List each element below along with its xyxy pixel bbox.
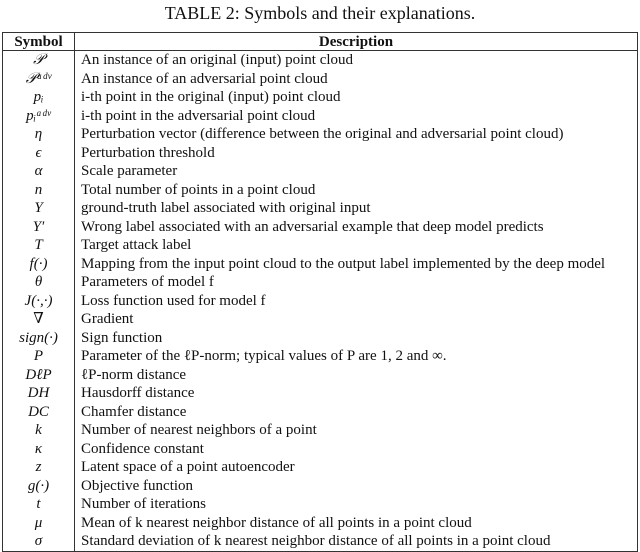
symbol-cell: ϵ (3, 144, 75, 163)
symbol-cell: pᵢ (3, 88, 75, 107)
symbol-cell: DC (3, 403, 75, 422)
table-row (3, 495, 638, 514)
table-row (3, 51, 638, 70)
symbol-cell: η (3, 125, 75, 144)
description-cell: Gradient (81, 311, 134, 328)
symbol-cell: Y (3, 199, 75, 218)
table-row (3, 125, 638, 144)
table-row (3, 347, 638, 366)
table-row (3, 292, 638, 311)
table-header-row (3, 33, 638, 51)
description-cell: Loss function used for model f (81, 292, 266, 309)
symbol-cell: t (3, 495, 75, 514)
table-row (3, 199, 638, 218)
symbol-cell: g(·) (3, 477, 75, 496)
description-cell: Target attack label (81, 237, 192, 254)
description-cell: ground-truth label associated with original input (81, 200, 371, 217)
description-cell: Mapping from the input point cloud to the output label implemented by the deep model (81, 255, 606, 272)
symbol-cell: σ (3, 532, 75, 551)
description-cell: Number of nearest neighbors of a point (81, 422, 317, 439)
description-cell: Hausdorff distance (81, 385, 195, 402)
description-cell: Mean of k nearest neighbor distance of all points in a point cloud (81, 514, 472, 531)
symbol-cell: DℓP (3, 366, 75, 385)
table-row (3, 477, 638, 496)
description-cell: Sign function (81, 329, 163, 346)
column-header-symbol: Symbol (3, 33, 75, 51)
table-row (3, 236, 638, 255)
table-row (3, 310, 638, 329)
description-cell: Objective function (81, 477, 194, 494)
table-row (3, 88, 638, 107)
symbol-cell: f(·) (3, 255, 75, 274)
description-cell: Total number of points in a point cloud (81, 181, 316, 198)
symbol-cell: κ (3, 440, 75, 459)
symbol-cell: θ (3, 273, 75, 292)
symbol-cell: 𝒫ᵃᵈᵛ (3, 70, 75, 89)
symbol-cell: μ (3, 514, 75, 533)
description-cell: Scale parameter (81, 163, 178, 180)
description-cell: Number of iterations (81, 496, 206, 513)
table-row (3, 532, 638, 551)
symbols-table (2, 32, 638, 552)
table-row (3, 107, 638, 126)
symbol-cell: DH (3, 384, 75, 403)
symbol-cell: ∇ (3, 310, 75, 329)
description-cell: Perturbation vector (difference between the original and adversarial point cloud) (81, 126, 564, 143)
description-cell: i-th point in the adversarial point cloud (81, 107, 316, 124)
description-cell: Confidence constant (81, 440, 204, 457)
table-row (3, 181, 638, 200)
symbol-cell: n (3, 181, 75, 200)
table-row (3, 384, 638, 403)
description-cell: Parameters of model f (81, 274, 214, 291)
table-row (3, 70, 638, 89)
description-cell: An instance of an original (input) point cloud (81, 52, 354, 69)
symbol-cell: z (3, 458, 75, 477)
description-cell: ℓP-norm distance (81, 366, 187, 383)
description-cell: An instance of an adversarial point cloud (81, 70, 328, 87)
description-cell: Standard deviation of k nearest neighbor distance of all points in a point cloud (81, 533, 551, 550)
table-row (3, 273, 638, 292)
description-cell: Latent space of a point autoencoder (81, 459, 295, 476)
table-row (3, 255, 638, 274)
table-row (3, 144, 638, 163)
table-row (3, 440, 638, 459)
description-cell: Chamfer distance (81, 403, 187, 420)
symbol-cell: k (3, 421, 75, 440)
symbol-cell: T (3, 236, 75, 255)
symbol-cell: J(·,·) (3, 292, 75, 311)
table-row (3, 218, 638, 237)
column-header-description: Description (75, 33, 638, 51)
table-row (3, 329, 638, 348)
symbol-cell: Y′ (3, 218, 75, 237)
description-cell: i-th point in the original (input) point cloud (81, 89, 341, 106)
table-row (3, 162, 638, 181)
description-cell: Perturbation threshold (81, 144, 215, 161)
description-cell: Wrong label associated with an adversarial example that deep model predicts (81, 218, 544, 235)
symbol-cell: α (3, 162, 75, 181)
description-cell: Parameter of the ℓP-norm; typical values of P are 1, 2 and ∞. (81, 348, 447, 365)
symbol-cell: P (3, 347, 75, 366)
table-row (3, 366, 638, 385)
symbol-cell: pᵢᵃᵈᵛ (3, 107, 75, 126)
table-caption: TABLE 2: Symbols and their explanations. (164, 3, 476, 23)
table-row (3, 514, 638, 533)
table-row (3, 403, 638, 422)
table-row (3, 421, 638, 440)
symbol-cell: 𝒫 (3, 51, 75, 70)
symbol-cell: sign(·) (3, 329, 75, 348)
table-row (3, 458, 638, 477)
